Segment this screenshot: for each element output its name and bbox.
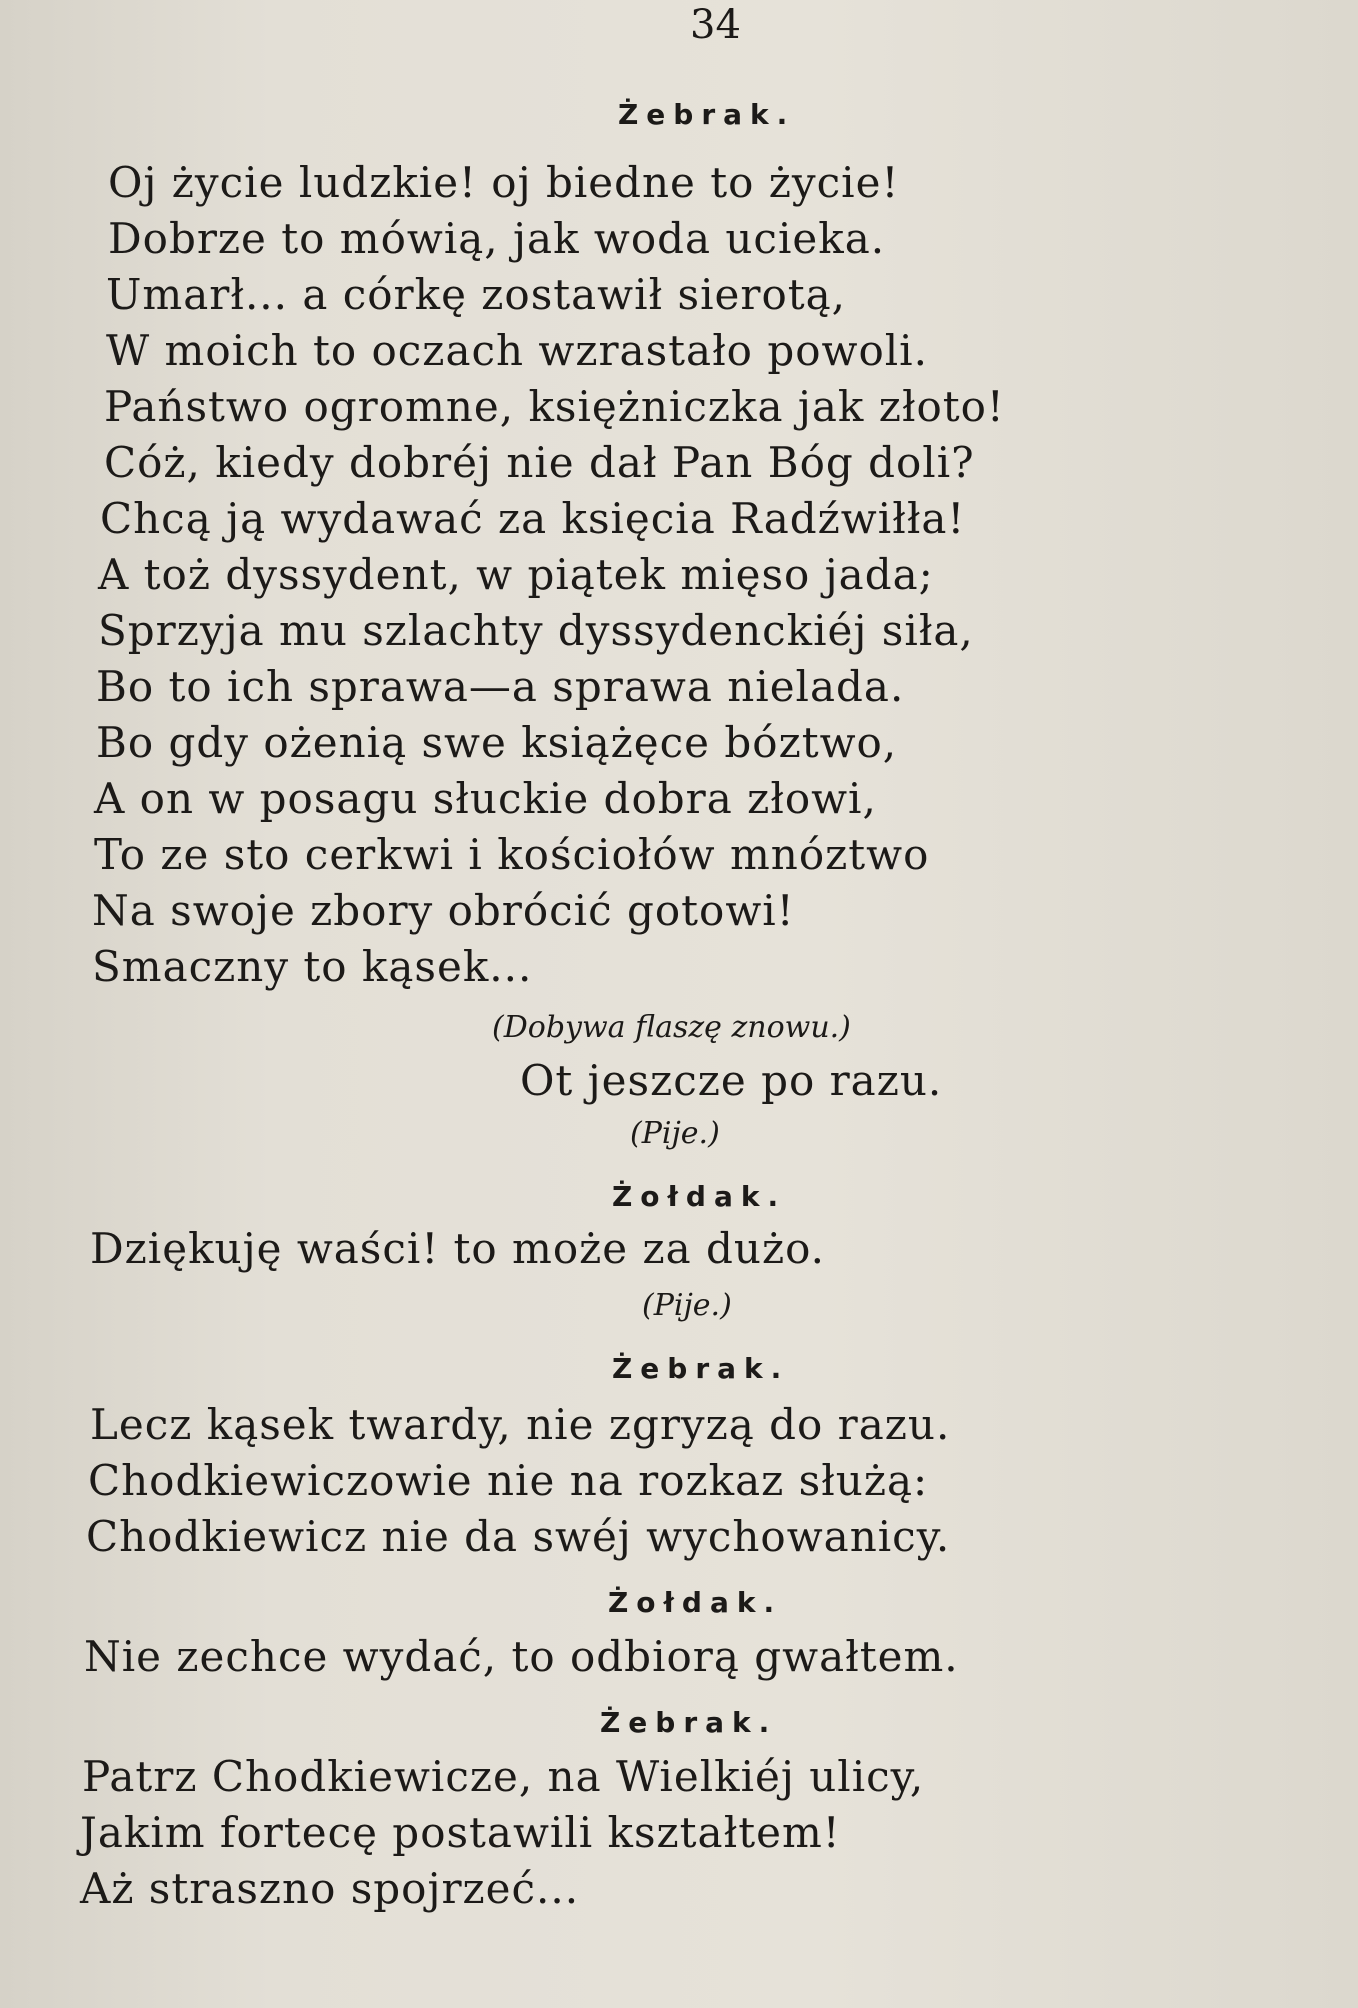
verse-line: Ot jeszcze po razu. [520,1056,943,1105]
verse-line: A on w posagu słuckie dobra złowi, [94,774,877,823]
verse-line: Sprzyja mu szlachty dyssydenckiéj siła, [98,606,974,655]
verse-line: Dobrze to mówią, jak woda ucieka. [108,214,886,263]
verse-line: Państwo ogromne, księżniczka jak złoto! [104,382,1005,431]
verse-line: Bo to ich sprawa—a sprawa nielada. [96,662,905,711]
verse-line: Chodkiewicz nie da swéj wychowanicy. [86,1512,951,1561]
verse-line: Oj życie ludzkie! oj biedne to życie! [108,158,900,207]
verse-line: Dziękuję waści! to może za dużo. [90,1224,825,1273]
verse-line: A toż dyssydent, w piątek mięso jada; [98,550,934,599]
stage-direction: (Pije.) [642,1288,732,1323]
verse-line: Bo gdy ożenią swe książęce bóztwo, [96,718,898,767]
verse-line: Umarł... a córkę zostawił sierotą, [106,270,847,319]
verse-line: To ze sto cerkwi i kościołów mnóztwo [94,830,930,879]
verse-line: Nie zechce wydać, to odbiorą gwałtem. [84,1632,959,1681]
verse-line: Patrz Chodkiewicze, na Wielkiéj ulicy, [82,1752,925,1801]
verse-line: Chodkiewiczowie nie na rozkaz służą: [88,1456,929,1505]
verse-line: W moich to oczach wzrastało powoli. [106,326,928,375]
verse-line: Aż straszno spojrzeć... [80,1864,580,1913]
verse-line: Cóż, kiedy dobréj nie dał Pan Bóg doli? [104,438,975,487]
stage-direction: (Pije.) [630,1116,720,1151]
page-number: 34 [690,2,741,48]
verse-line: Lecz kąsek twardy, nie zgryzą do razu. [90,1400,951,1449]
verse-line: Jakim fortecę postawili kształtem! [80,1808,841,1857]
verse-line: Smaczny to kąsek... [92,942,533,991]
speaker-heading: Żebrak. [618,98,796,131]
stage-direction: (Dobywa flaszę znowu.) [492,1010,851,1045]
verse-line: Chcą ją wydawać za księcia Radźwiłła! [100,494,966,543]
speaker-heading: Żołdak. [612,1180,787,1213]
verse-line: Na swoje zbory obrócić gotowi! [92,886,795,935]
speaker-heading: Żołdak. [608,1586,783,1619]
speaker-heading: Żebrak. [600,1706,778,1739]
speaker-heading: Żebrak. [612,1352,790,1385]
